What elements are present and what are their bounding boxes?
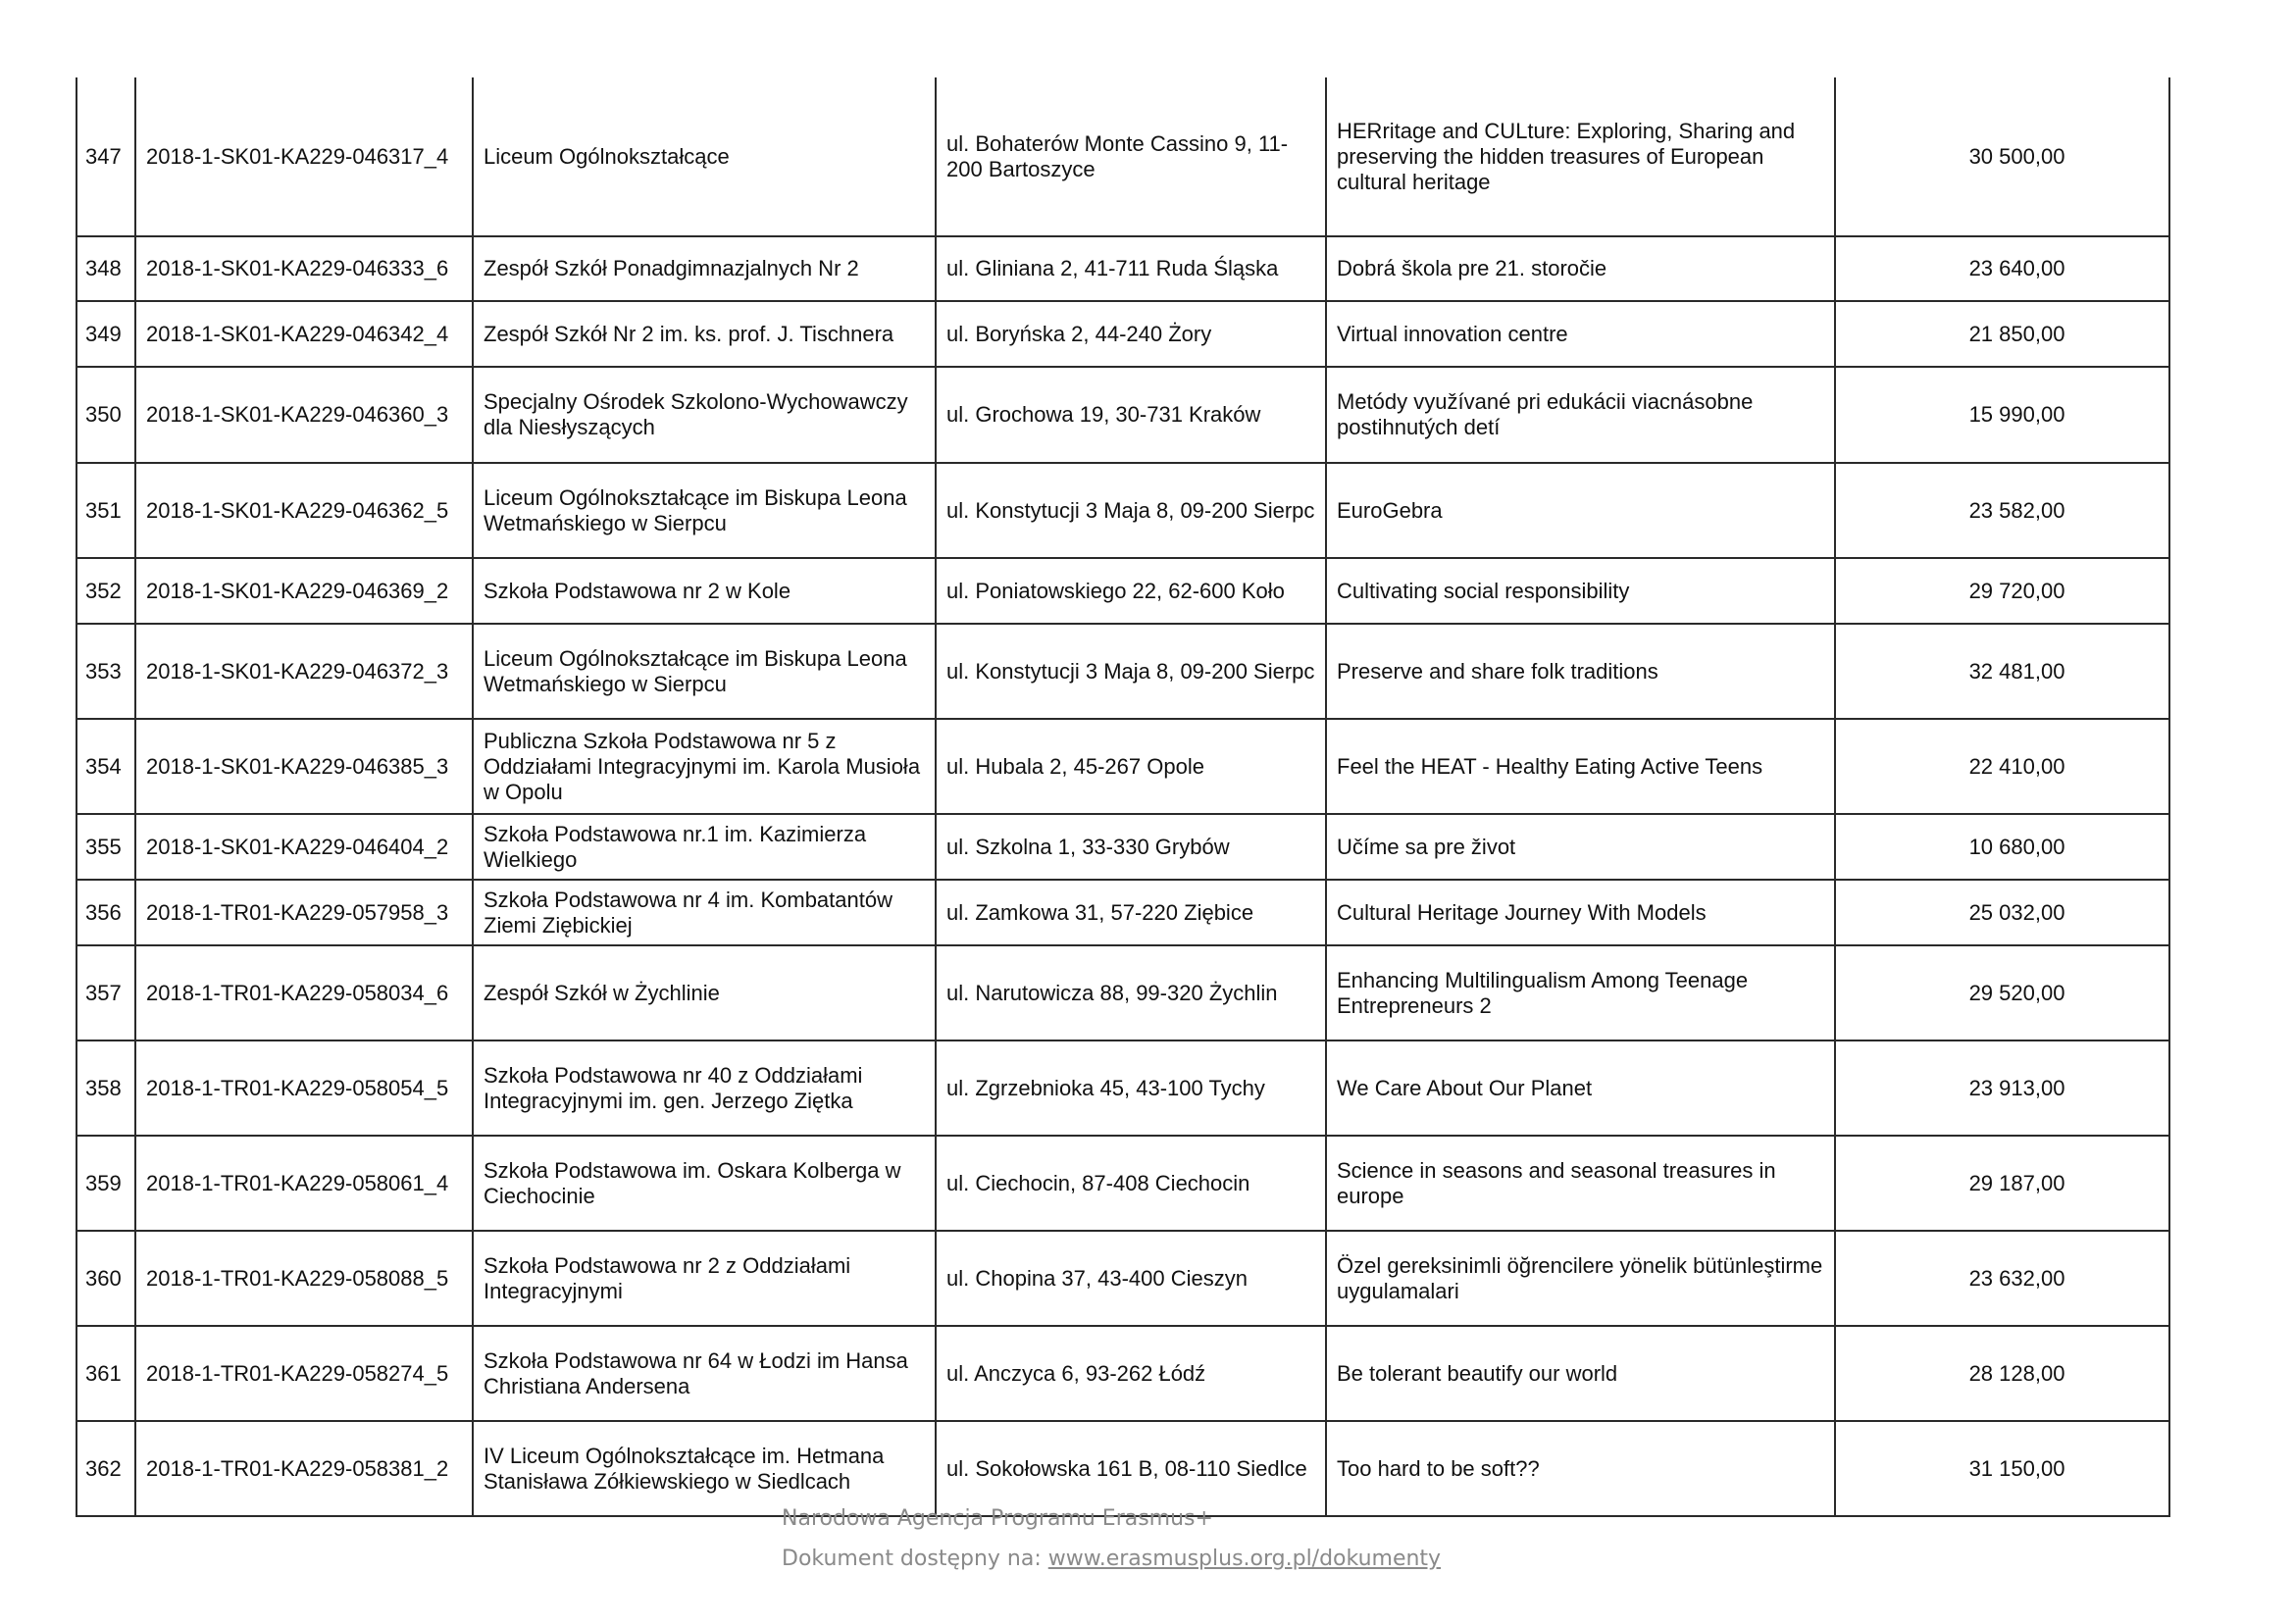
cell-number: 362: [76, 1421, 135, 1516]
cell-project-title: EuroGebra: [1326, 463, 1835, 558]
cell-address: ul. Anczyca 6, 93-262 Łódź: [936, 1326, 1326, 1421]
table-row: [76, 463, 2169, 558]
cell-amount: 23 913,00: [1835, 1040, 2169, 1136]
cell-school: Szkoła Podstawowa nr 64 w Łodzi im Hansa Christiana Andersena: [473, 1326, 936, 1421]
cell-project-code: 2018-1-SK01-KA229-046317_4: [135, 77, 473, 236]
cell-number: 358: [76, 1040, 135, 1136]
cell-project-title: Učíme sa pre život: [1326, 814, 1835, 880]
cell-amount: 22 410,00: [1835, 719, 2169, 814]
cell-number: 349: [76, 301, 135, 367]
cell-address: ul. Szkolna 1, 33-330 Grybów: [936, 814, 1326, 880]
cell-number: 353: [76, 624, 135, 719]
cell-address: ul. Zamkowa 31, 57-220 Ziębice: [936, 880, 1326, 945]
table-row: [76, 1040, 2169, 1136]
cell-project-code: 2018-1-SK01-KA229-046333_6: [135, 236, 473, 301]
cell-project-code: 2018-1-TR01-KA229-058034_6: [135, 945, 473, 1040]
footer-agency-name: Narodowa Agencja Programu Erasmus+: [782, 1506, 1213, 1531]
cell-project-title: Feel the HEAT - Healthy Eating Active Teens: [1326, 719, 1835, 814]
cell-amount: 21 850,00: [1835, 301, 2169, 367]
cell-project-title: Virtual innovation centre: [1326, 301, 1835, 367]
cell-number: 347: [76, 77, 135, 236]
cell-address: ul. Grochowa 19, 30-731 Kraków: [936, 367, 1326, 463]
cell-school: Liceum Ogólnokształcące im Biskupa Leona Wetmańskiego w Sierpcu: [473, 463, 936, 558]
cell-project-code: 2018-1-SK01-KA229-046404_2: [135, 814, 473, 880]
cell-number: 356: [76, 880, 135, 945]
cell-school: Szkoła Podstawowa nr 40 z Oddziałami Integracyjnymi im. gen. Jerzego Ziętka: [473, 1040, 936, 1136]
cell-amount: 31 150,00: [1835, 1421, 2169, 1516]
table-row: [76, 814, 2169, 880]
cell-amount: 23 582,00: [1835, 463, 2169, 558]
cell-number: 361: [76, 1326, 135, 1421]
cell-number: 355: [76, 814, 135, 880]
cell-project-code: 2018-1-TR01-KA229-058054_5: [135, 1040, 473, 1136]
table-row: [76, 558, 2169, 624]
cell-school: Zespół Szkół Nr 2 im. ks. prof. J. Tischnera: [473, 301, 936, 367]
cell-address: ul. Narutowicza 88, 99-320 Żychlin: [936, 945, 1326, 1040]
cell-project-title: Metódy využívané pri edukácii viacnásobne postihnutých detí: [1326, 367, 1835, 463]
cell-number: 351: [76, 463, 135, 558]
cell-amount: 29 187,00: [1835, 1136, 2169, 1231]
table-row: [76, 301, 2169, 367]
cell-address: ul. Zgrzebnioka 45, 43-100 Tychy: [936, 1040, 1326, 1136]
cell-number: 359: [76, 1136, 135, 1231]
cell-school: Zespół Szkół w Żychlinie: [473, 945, 936, 1040]
table-row: [76, 880, 2169, 945]
cell-school: IV Liceum Ogólnokształcące im. Hetmana Stanisława Zółkiewskiego w Siedlcach: [473, 1421, 936, 1516]
cell-project-code: 2018-1-TR01-KA229-057958_3: [135, 880, 473, 945]
cell-project-title: Cultural Heritage Journey With Models: [1326, 880, 1835, 945]
cell-project-code: 2018-1-SK01-KA229-046342_4: [135, 301, 473, 367]
cell-address: ul. Hubala 2, 45-267 Opole: [936, 719, 1326, 814]
cell-project-code: 2018-1-SK01-KA229-046369_2: [135, 558, 473, 624]
cell-number: 357: [76, 945, 135, 1040]
cell-school: Publiczna Szkoła Podstawowa nr 5 z Oddziałami Integracyjnymi im. Karola Musioła w Opolu: [473, 719, 936, 814]
cell-school: Szkoła Podstawowa nr.1 im. Kazimierza Wielkiego: [473, 814, 936, 880]
cell-project-title: Dobrá škola pre 21. storočie: [1326, 236, 1835, 301]
cell-address: ul. Konstytucji 3 Maja 8, 09-200 Sierpc: [936, 624, 1326, 719]
table-row: [76, 719, 2169, 814]
cell-school: Specjalny Ośrodek Szkolono-Wychowawczy dla Niesłyszących: [473, 367, 936, 463]
table-row: [76, 77, 2169, 236]
table-row: [76, 1326, 2169, 1421]
cell-project-title: Cultivating social responsibility: [1326, 558, 1835, 624]
grants-table: [76, 77, 2170, 1517]
cell-project-code: 2018-1-SK01-KA229-046360_3: [135, 367, 473, 463]
cell-project-code: 2018-1-TR01-KA229-058274_5: [135, 1326, 473, 1421]
cell-amount: 23 640,00: [1835, 236, 2169, 301]
cell-address: ul. Chopina 37, 43-400 Cieszyn: [936, 1231, 1326, 1326]
cell-school: Szkoła Podstawowa im. Oskara Kolberga w Ciechocinie: [473, 1136, 936, 1231]
cell-address: ul. Sokołowska 161 B, 08-110 Siedlce: [936, 1421, 1326, 1516]
cell-project-title: Science in seasons and seasonal treasures in europe: [1326, 1136, 1835, 1231]
cell-number: 352: [76, 558, 135, 624]
cell-amount: 25 032,00: [1835, 880, 2169, 945]
table-row: [76, 1136, 2169, 1231]
cell-project-title: Be tolerant beautify our world: [1326, 1326, 1835, 1421]
cell-amount: 28 128,00: [1835, 1326, 2169, 1421]
cell-amount: 10 680,00: [1835, 814, 2169, 880]
table-row: [76, 945, 2169, 1040]
cell-project-title: Özel gereksinimli öğrencilere yönelik bütünleştirme uygulamalari: [1326, 1231, 1835, 1326]
footer-available-label: Dokument dostępny na:: [782, 1547, 1048, 1571]
cell-amount: 23 632,00: [1835, 1231, 2169, 1326]
cell-amount: 29 720,00: [1835, 558, 2169, 624]
cell-project-title: We Care About Our Planet: [1326, 1040, 1835, 1136]
footer-documents-link[interactable]: www.erasmusplus.org.pl/dokumenty: [1047, 1547, 1442, 1571]
cell-amount: 15 990,00: [1835, 367, 2169, 463]
table-row: [76, 624, 2169, 719]
cell-school: Liceum Ogólnokształcące im Biskupa Leona Wetmańskiego w Sierpcu: [473, 624, 936, 719]
cell-school: Liceum Ogólnokształcące: [473, 77, 936, 236]
cell-school: Zespół Szkół Ponadgimnazjalnych Nr 2: [473, 236, 936, 301]
cell-project-code: 2018-1-TR01-KA229-058381_2: [135, 1421, 473, 1516]
cell-project-title: HERritage and CULture: Exploring, Sharing and preserving the hidden treasures of European cultural heritage: [1326, 77, 1835, 236]
cell-project-title: Preserve and share folk traditions: [1326, 624, 1835, 719]
cell-project-code: 2018-1-SK01-KA229-046372_3: [135, 624, 473, 719]
cell-number: 354: [76, 719, 135, 814]
cell-project-code: 2018-1-SK01-KA229-046362_5: [135, 463, 473, 558]
cell-number: 350: [76, 367, 135, 463]
cell-school: Szkoła Podstawowa nr 2 z Oddziałami Integracyjnymi: [473, 1231, 936, 1326]
cell-project-title: Enhancing Multilingualism Among Teenage Entrepreneurs 2: [1326, 945, 1835, 1040]
table-row: [76, 1231, 2169, 1326]
table-row: [76, 1421, 2169, 1516]
cell-project-code: 2018-1-TR01-KA229-058088_5: [135, 1231, 473, 1326]
cell-school: Szkoła Podstawowa nr 2 w Kole: [473, 558, 936, 624]
table-row: [76, 367, 2169, 463]
table-row: [76, 236, 2169, 301]
cell-project-title: Too hard to be soft??: [1326, 1421, 1835, 1516]
cell-address: ul. Ciechocin, 87-408 Ciechocin: [936, 1136, 1326, 1231]
cell-amount: 32 481,00: [1835, 624, 2169, 719]
cell-project-code: 2018-1-SK01-KA229-046385_3: [135, 719, 473, 814]
cell-number: 360: [76, 1231, 135, 1326]
cell-address: ul. Bohaterów Monte Cassino 9, 11-200 Bartoszyce: [936, 77, 1326, 236]
cell-address: ul. Gliniana 2, 41-711 Ruda Śląska: [936, 236, 1326, 301]
cell-number: 348: [76, 236, 135, 301]
cell-project-code: 2018-1-TR01-KA229-058061_4: [135, 1136, 473, 1231]
cell-address: ul. Boryńska 2, 44-240 Żory: [936, 301, 1326, 367]
cell-school: Szkoła Podstawowa nr 4 im. Kombatantów Ziemi Ziębickiej: [473, 880, 936, 945]
cell-address: ul. Poniatowskiego 22, 62-600 Koło: [936, 558, 1326, 624]
footer-availability: [782, 1547, 1441, 1571]
cell-amount: 30 500,00: [1835, 77, 2169, 236]
cell-amount: 29 520,00: [1835, 945, 2169, 1040]
cell-address: ul. Konstytucji 3 Maja 8, 09-200 Sierpc: [936, 463, 1326, 558]
